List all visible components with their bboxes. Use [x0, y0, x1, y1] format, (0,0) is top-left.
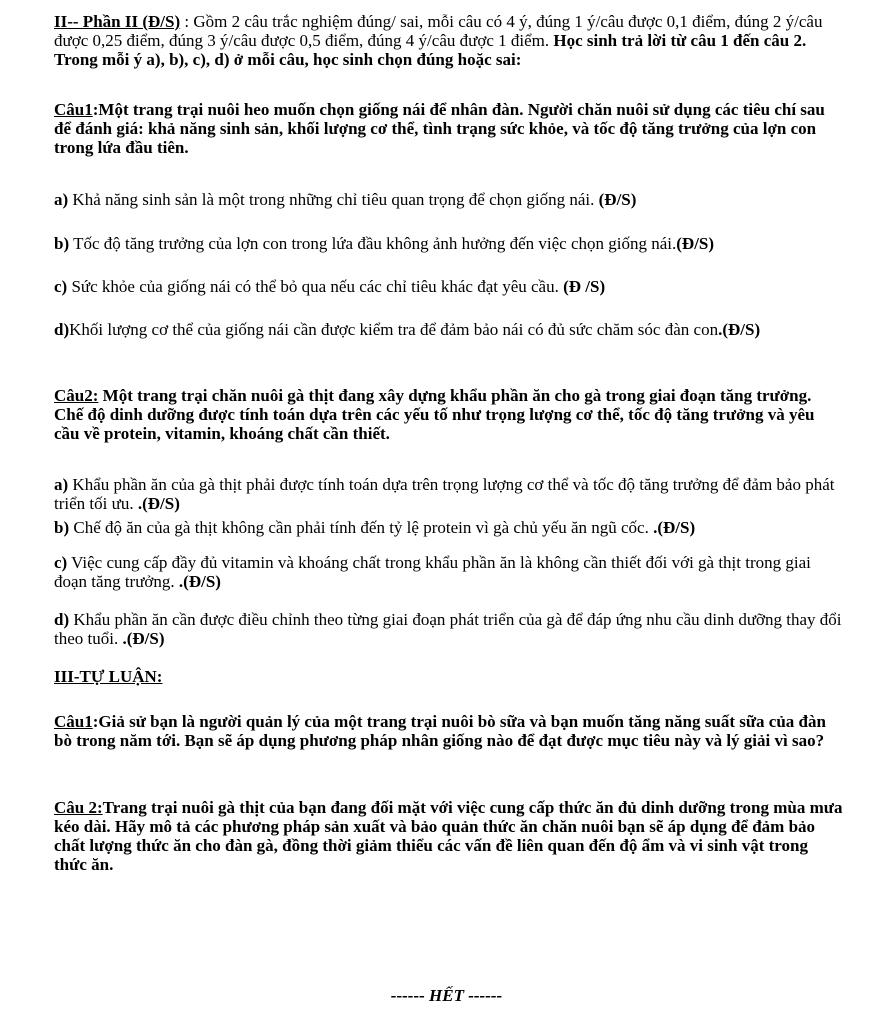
q1-stem-text: :Một trang trại nuôi heo muốn chọn giống nái để nhân đàn. Người chăn nuôi sử dụng các tiêu chí sau để đánh giá: khả năng sinh sản, khối lượng cơ thể, tình trạng sức khỏe, và tốc độ tăng trưởng của lợn con trong lứa đầu tiên. [54, 100, 825, 157]
q2-option-a [54, 475, 844, 513]
q2-a-mark: .(Đ/S) [137, 494, 180, 513]
q1-b-label: b) [54, 234, 70, 253]
q2-d-label: d) [54, 610, 70, 629]
q2-b-mark: .(Đ/S) [653, 518, 696, 537]
q1-d-text: Khối lượng cơ thể của giống nái cần được kiểm tra để đảm bảo nái có đủ sức chăm sóc đàn con [69, 320, 719, 339]
essay-q1-text: :Giả sử bạn là người quản lý của một trang trại nuôi bò sữa và bạn muốn tăng năng suất sữa của đàn bò trong năm tới. Bạn sẽ áp dụng phương pháp nhân giống nào để đạt được mục tiêu này và lý giải vì sao? [54, 712, 826, 750]
q2-c-text: Việc cung cấp đầy đủ vitamin và khoáng chất trong khẩu phần ăn là không cần thiết đối với gà thịt trong giai đoạn tăng trưởng. [54, 553, 811, 591]
q2-a-text: Khẩu phần ăn của gà thịt phải được tính toán dựa trên trọng lượng cơ thể và tốc độ tăng trưởng để đảm bảo phát triển tối ưu. [54, 475, 835, 513]
q2-b-label: b) [54, 518, 70, 537]
q2-option-d [54, 610, 844, 648]
q2-d-text: Khẩu phần ăn cần được điều chỉnh theo từng giai đoạn phát triển của gà để đáp ứng nhu cầu dinh dưỡng thay đổi theo tuổi. [54, 610, 842, 648]
q2-c-label: c) [54, 553, 68, 572]
q1-stem [54, 100, 844, 157]
part3-heading-line [54, 667, 844, 686]
essay-q1 [54, 712, 844, 750]
q1-d-mark: .(Đ/S) [718, 320, 761, 339]
q1-c-label: c) [54, 277, 68, 296]
essay-q2 [54, 798, 844, 874]
q2-stem [54, 386, 844, 443]
q1-option-c [54, 277, 844, 296]
q1-label: Câu1 [54, 100, 93, 119]
q1-a-mark: (Đ/S) [598, 190, 637, 209]
q2-stem-text: Một trang trại chăn nuôi gà thịt đang xây dựng khẩu phần ăn cho gà trong giai đoạn tăng trưởng. Chế độ dinh dưỡng được tính toán dựa trên các yếu tố như trọng lượng cơ thể, tốc độ tăng trưởng và yêu cầu về protein, vitamin, khoáng chất cần thiết. [54, 386, 815, 443]
q1-a-label: a) [54, 190, 69, 209]
q2-option-c [54, 553, 844, 591]
q2-label: Câu2: [54, 386, 99, 405]
q2-option-b [54, 518, 844, 537]
q1-c-mark: (Đ /S) [563, 277, 606, 296]
q1-d-label: d) [54, 320, 70, 339]
essay-q1-label: Câu1 [54, 712, 93, 731]
part2-scoring: : Gồm 2 câu trắc nghiệm đúng/ sai, mỗi câu có 4 ý, đúng 1 ý/câu được 0,1 điểm, đúng 2 ý/câu được 0,25 điểm, đúng 3 ý/câu được 0,5 điểm, đúng 4 ý/câu được 1 điểm. [54, 12, 823, 50]
q1-option-d [54, 320, 844, 339]
q1-option-b [54, 234, 844, 253]
essay-q2-label: Câu 2: [54, 798, 103, 817]
part2-instruction: Học sinh trả lời từ câu 1 đến câu 2. Trong mỗi ý a), b), c), d) ở mỗi câu, học sinh chọn đúng hoặc sai: [54, 31, 807, 69]
q1-b-text: Tốc độ tăng trưởng của lợn con trong lứa đầu không ảnh hưởng đến việc chọn giống nái. [69, 234, 677, 253]
q1-b-mark: (Đ/S) [676, 234, 715, 253]
q1-a-text: Khả năng sinh sản là một trong những chỉ tiêu quan trọng để chọn giống nái. [68, 190, 599, 209]
q2-b-text: Chế độ ăn của gà thịt không cần phải tính đến tỷ lệ protein vì gà chủ yếu ăn ngũ cốc. [69, 518, 654, 537]
q2-c-mark: .(Đ/S) [178, 572, 221, 591]
q2-a-label: a) [54, 475, 69, 494]
q1-c-text: Sức khỏe của giống nái có thể bỏ qua nếu các chỉ tiêu khác đạt yêu cầu. [67, 277, 564, 296]
part2-heading: II-- Phần II (Đ/S) [54, 12, 181, 31]
q2-d-mark: .(Đ/S) [122, 629, 165, 648]
end-marker: ------ HẾT ------ [390, 986, 503, 1005]
q1-option-a [54, 190, 844, 209]
part2-intro [54, 12, 844, 69]
part3-heading: III-TỰ LUẬN: [54, 667, 163, 686]
essay-q2-text: Trang trại nuôi gà thịt của bạn đang đối mặt với việc cung cấp thức ăn đủ dinh dưỡng trong mùa mưa kéo dài. Hãy mô tả các phương pháp sản xuất và bảo quản thức ăn chăn nuôi bạn sẽ áp dụng để đảm bảo chất lượng thức ăn cho đàn gà, đồng thời giảm thiểu các vấn đề liên quan đến độ ẩm và vi sinh vật trong thức ăn. [54, 798, 843, 874]
